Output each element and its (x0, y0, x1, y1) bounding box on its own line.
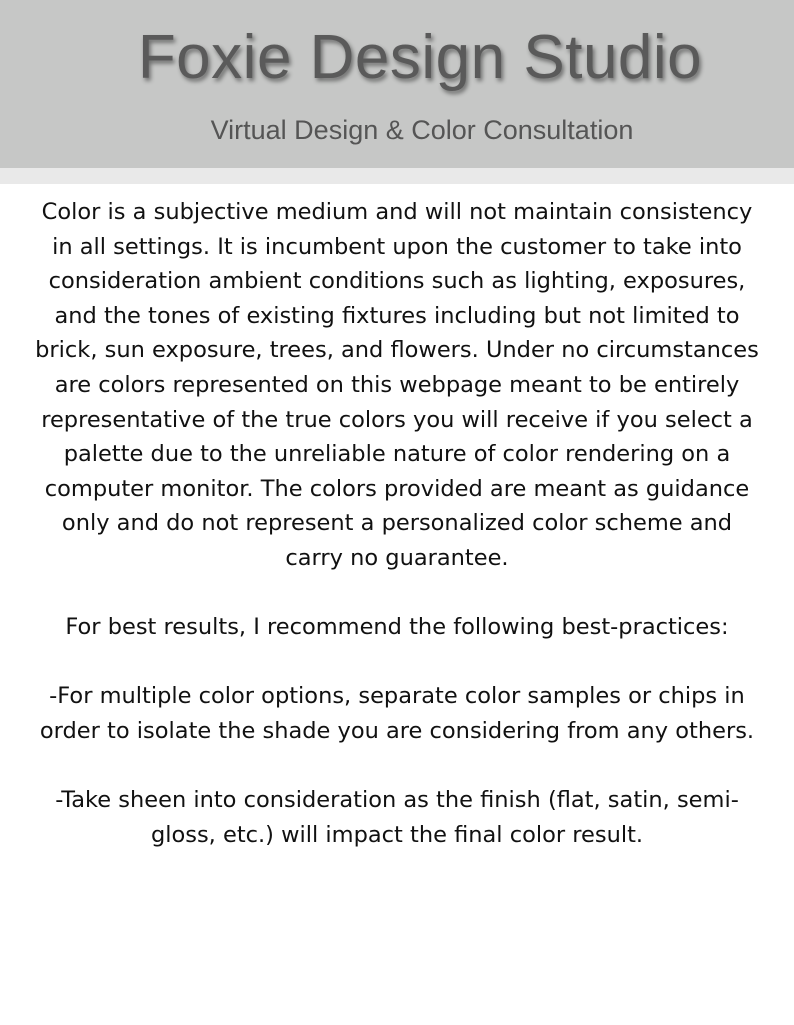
studio-subtitle: Virtual Design & Color Consultation (210, 115, 634, 145)
best-practices-intro: For best results, I recommend the following best-practices: (65, 614, 729, 641)
header-banner (0, 0, 794, 168)
disclaimer-paragraph: Color is a subjective medium and will not maintain consistency in all settings. It is incumbent upon the customer to take into consideration ambient conditions such as lighting, exposures, and the tones of existing fixtures including but not limited to brick, sun exposure, trees, and flowers. Under no circumstances are colors represented on this webpage meant to be entirely representative of the true colors you will receive if you select a palette due to the unreliable nature of color rendering on a computer monitor. The colors provided are meant as guidance only and do not represent a personalized color scheme and carry no guarantee. (35, 199, 759, 571)
disclaimer-text (35, 195, 759, 887)
studio-title: Foxie Design Studio (137, 23, 703, 92)
best-practice-item: -Take sheen into consideration as the finish (flat, satin, semi-gloss, etc.) will impact the final color result. (55, 787, 739, 848)
best-practice-item: -For multiple color options, separate color samples or chips in order to isolate the shade you are considering from any others. (39, 683, 755, 744)
header-divider-band (0, 168, 794, 184)
